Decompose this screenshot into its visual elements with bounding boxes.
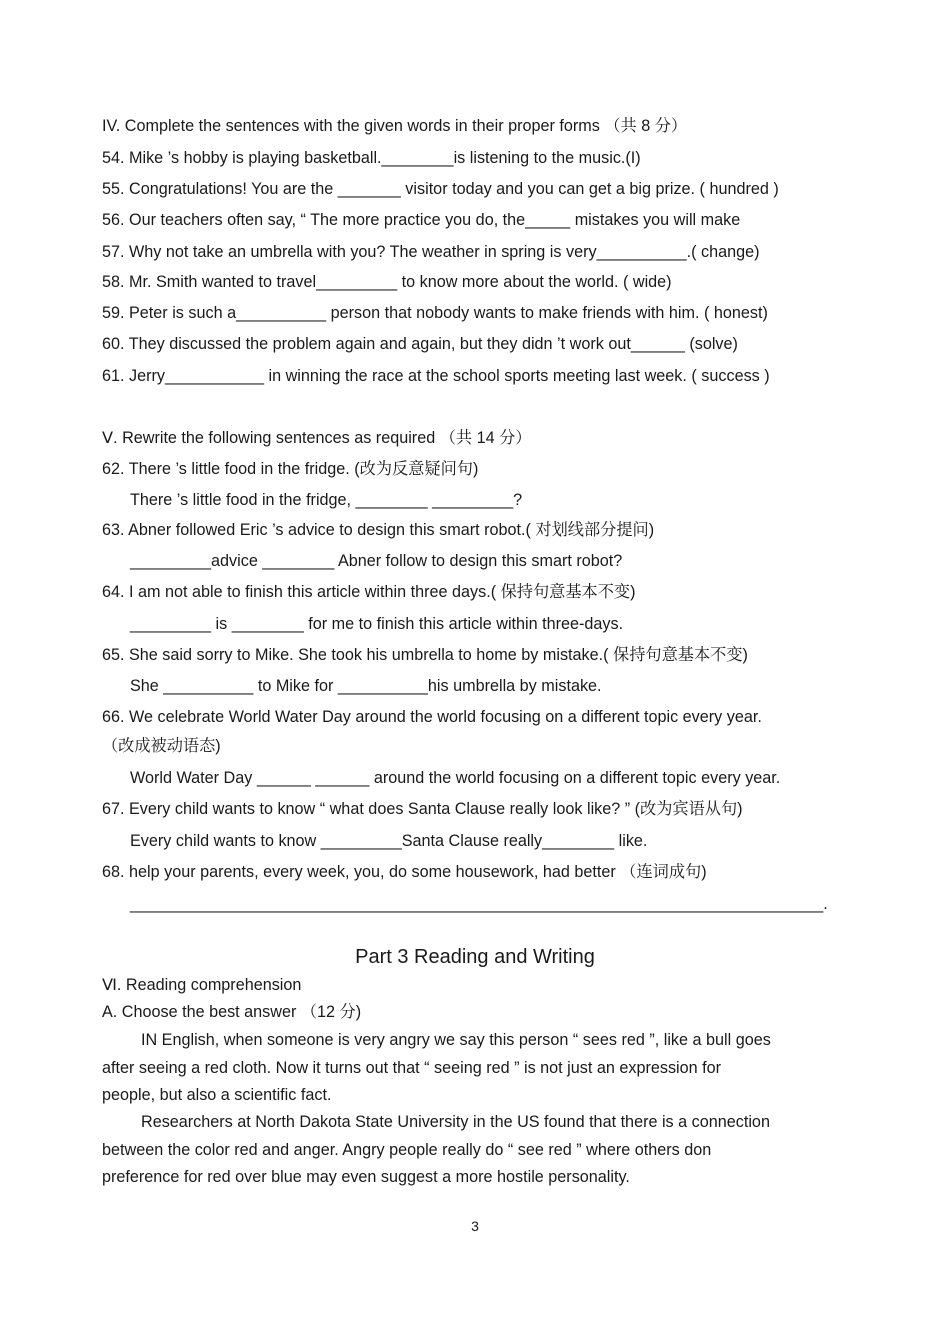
question-62: 62. There ’s little food in the fridge. (改为反意疑问句) [102,460,479,478]
question-57: 57. Why not take an umbrella with you? The weather in spring is very__________.( change) [102,243,760,261]
question-63-answer: _________advice ________ Abner follow to design this smart robot? [130,552,623,570]
question-60: 60. They discussed the problem again and again, but they didn ’t work out______ (solve) [102,335,738,353]
part-3-heading: Part 3 Reading and Writing [355,946,595,968]
passage-line: Researchers at North Dakota State University in the US found that there is a connection [141,1113,770,1131]
question-59: 59. Peter is such a__________ person that nobody wants to make friends with him. ( honest) [102,304,768,322]
question-56: 56. Our teachers often say, “ The more practice you do, the_____ mistakes you will make [102,211,741,229]
question-65: 65. She said sorry to Mike. She took his umbrella to home by mistake.( 保持句意基本不变) [102,646,748,664]
passage-line: after seeing a red cloth. Now it turns out that “ seeing red ” is not just an expression for [102,1059,722,1077]
passage-line: people, but also a scientific fact. [102,1086,332,1104]
question-64: 64. I am not able to finish this article within three days.( 保持句意基本不变) [102,583,636,601]
passage-line: IN English, when someone is very angry we say this person “ sees red ”, like a bull goes [141,1031,771,1049]
question-68-answer-line: _____________________________________________________________________________. [130,895,828,913]
question-54: 54. Mike ’s hobby is playing basketball.________is listening to the music.(I) [102,149,641,167]
question-62-answer: There ’s little food in the fridge, ________ _________? [130,491,523,509]
subsection-a-title: A. Choose the best answer （12 分) [102,1003,362,1021]
question-65-answer: She __________ to Mike for __________his umbrella by mistake. [130,677,602,695]
section-iv-title: IV. Complete the sentences with the given words in their proper forms （共 8 分） [102,117,688,135]
question-68: 68. help your parents, every week, you, do some housework, had better （连词成句) [102,863,707,881]
section-v-title: Ⅴ. Rewrite the following sentences as required （共 14 分） [102,429,532,447]
question-64-answer: _________ is ________ for me to finish this article within three-days. [130,615,624,633]
page-number: 3 [471,1218,479,1234]
passage-line: between the color red and anger. Angry people really do “ see red ” where others don [102,1141,712,1159]
question-66-instruction: （改成被动语态) [102,737,221,755]
question-61: 61. Jerry___________ in winning the race at the school sports meeting last week. ( success ) [102,367,770,385]
question-67-answer: Every child wants to know _________Santa Clause really________ like. [130,832,648,850]
question-66: 66. We celebrate World Water Day around the world focusing on a different topic every year. [102,708,762,726]
question-66-answer: World Water Day ______ ______ around the world focusing on a different topic every year. [130,769,781,787]
section-vi-title: Ⅵ. Reading comprehension [102,976,302,994]
question-55: 55. Congratulations! You are the _______ visitor today and you can get a big prize. ( hundred ) [102,180,779,198]
passage-line: preference for red over blue may even suggest a more hostile personality. [102,1168,630,1186]
question-67: 67. Every child wants to know “ what does Santa Clause really look like? ” (改为宾语从句) [102,800,743,818]
question-63: 63. Abner followed Eric ’s advice to design this smart robot.( 对划线部分提问) [102,521,655,539]
question-58: 58. Mr. Smith wanted to travel_________ to know more about the world. ( wide) [102,273,672,291]
